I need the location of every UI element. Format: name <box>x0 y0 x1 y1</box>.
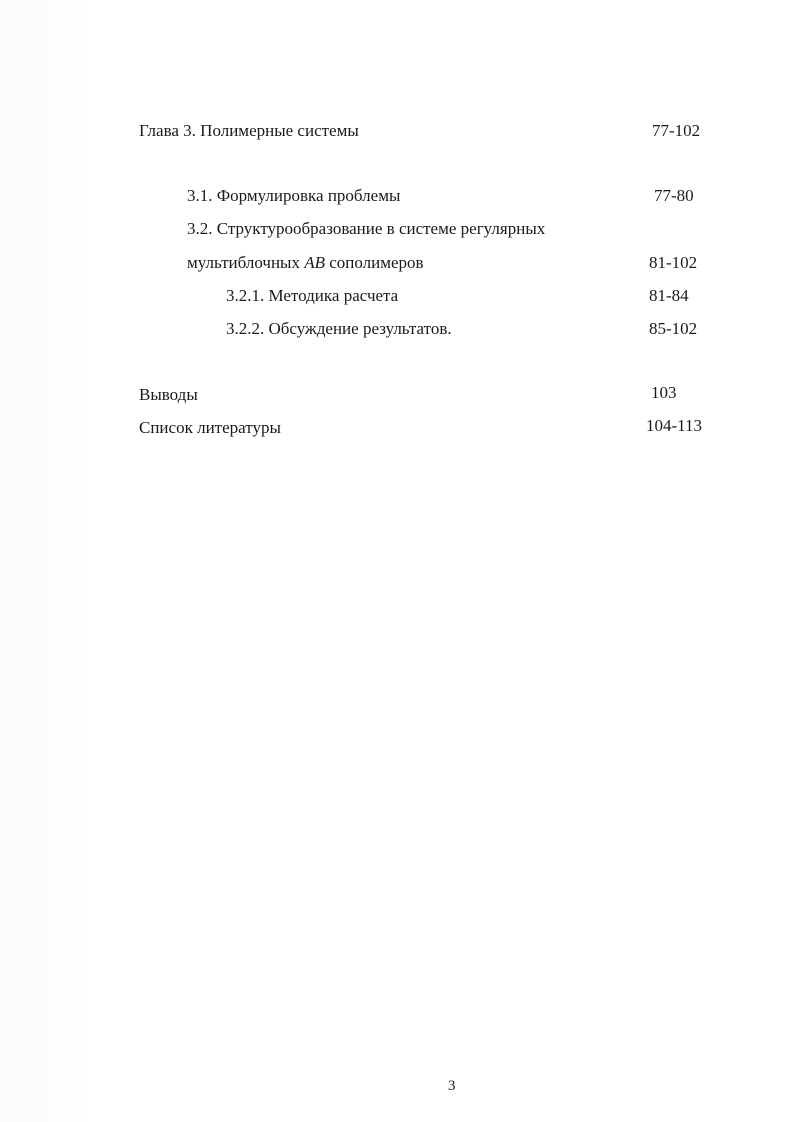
toc-section-3-2-title-line1: 3.2. Структурообразование в системе регулярных <box>187 219 546 238</box>
toc-section-3-2-prefix: мультиблочных <box>187 253 305 272</box>
scan-edge-shading <box>0 0 84 1122</box>
toc-chapter-3-pages: 77-102 <box>652 121 701 140</box>
toc-section-3-2-2-title: 3.2.2. Обсуждение результатов. <box>226 319 452 338</box>
toc-references-title: Список литературы <box>139 418 281 437</box>
page-number: 3 <box>448 1078 456 1094</box>
toc-conclusions-pages: 103 <box>651 383 677 402</box>
toc-section-3-2-1-pages: 81-84 <box>649 286 689 305</box>
toc-section-3-2-title-line2 <box>187 253 424 273</box>
toc-chapter-3-title: Глава 3. Полимерные системы <box>139 121 359 140</box>
toc-section-3-2-2-pages: 85-102 <box>649 319 698 338</box>
toc-section-3-2-1-title: 3.2.1. Методика расчета <box>226 286 399 305</box>
toc-section-3-2-suffix: сополимеров <box>325 253 424 272</box>
toc-section-3-2-pages: 81-102 <box>649 253 698 272</box>
toc-section-3-1-title: 3.1. Формулировка проблемы <box>187 186 401 205</box>
toc-section-3-1-pages: 77-80 <box>654 186 694 205</box>
toc-section-3-2-italic: AB <box>304 253 325 272</box>
toc-conclusions-title: Выводы <box>139 385 198 404</box>
toc-references-pages: 104-113 <box>646 416 703 435</box>
